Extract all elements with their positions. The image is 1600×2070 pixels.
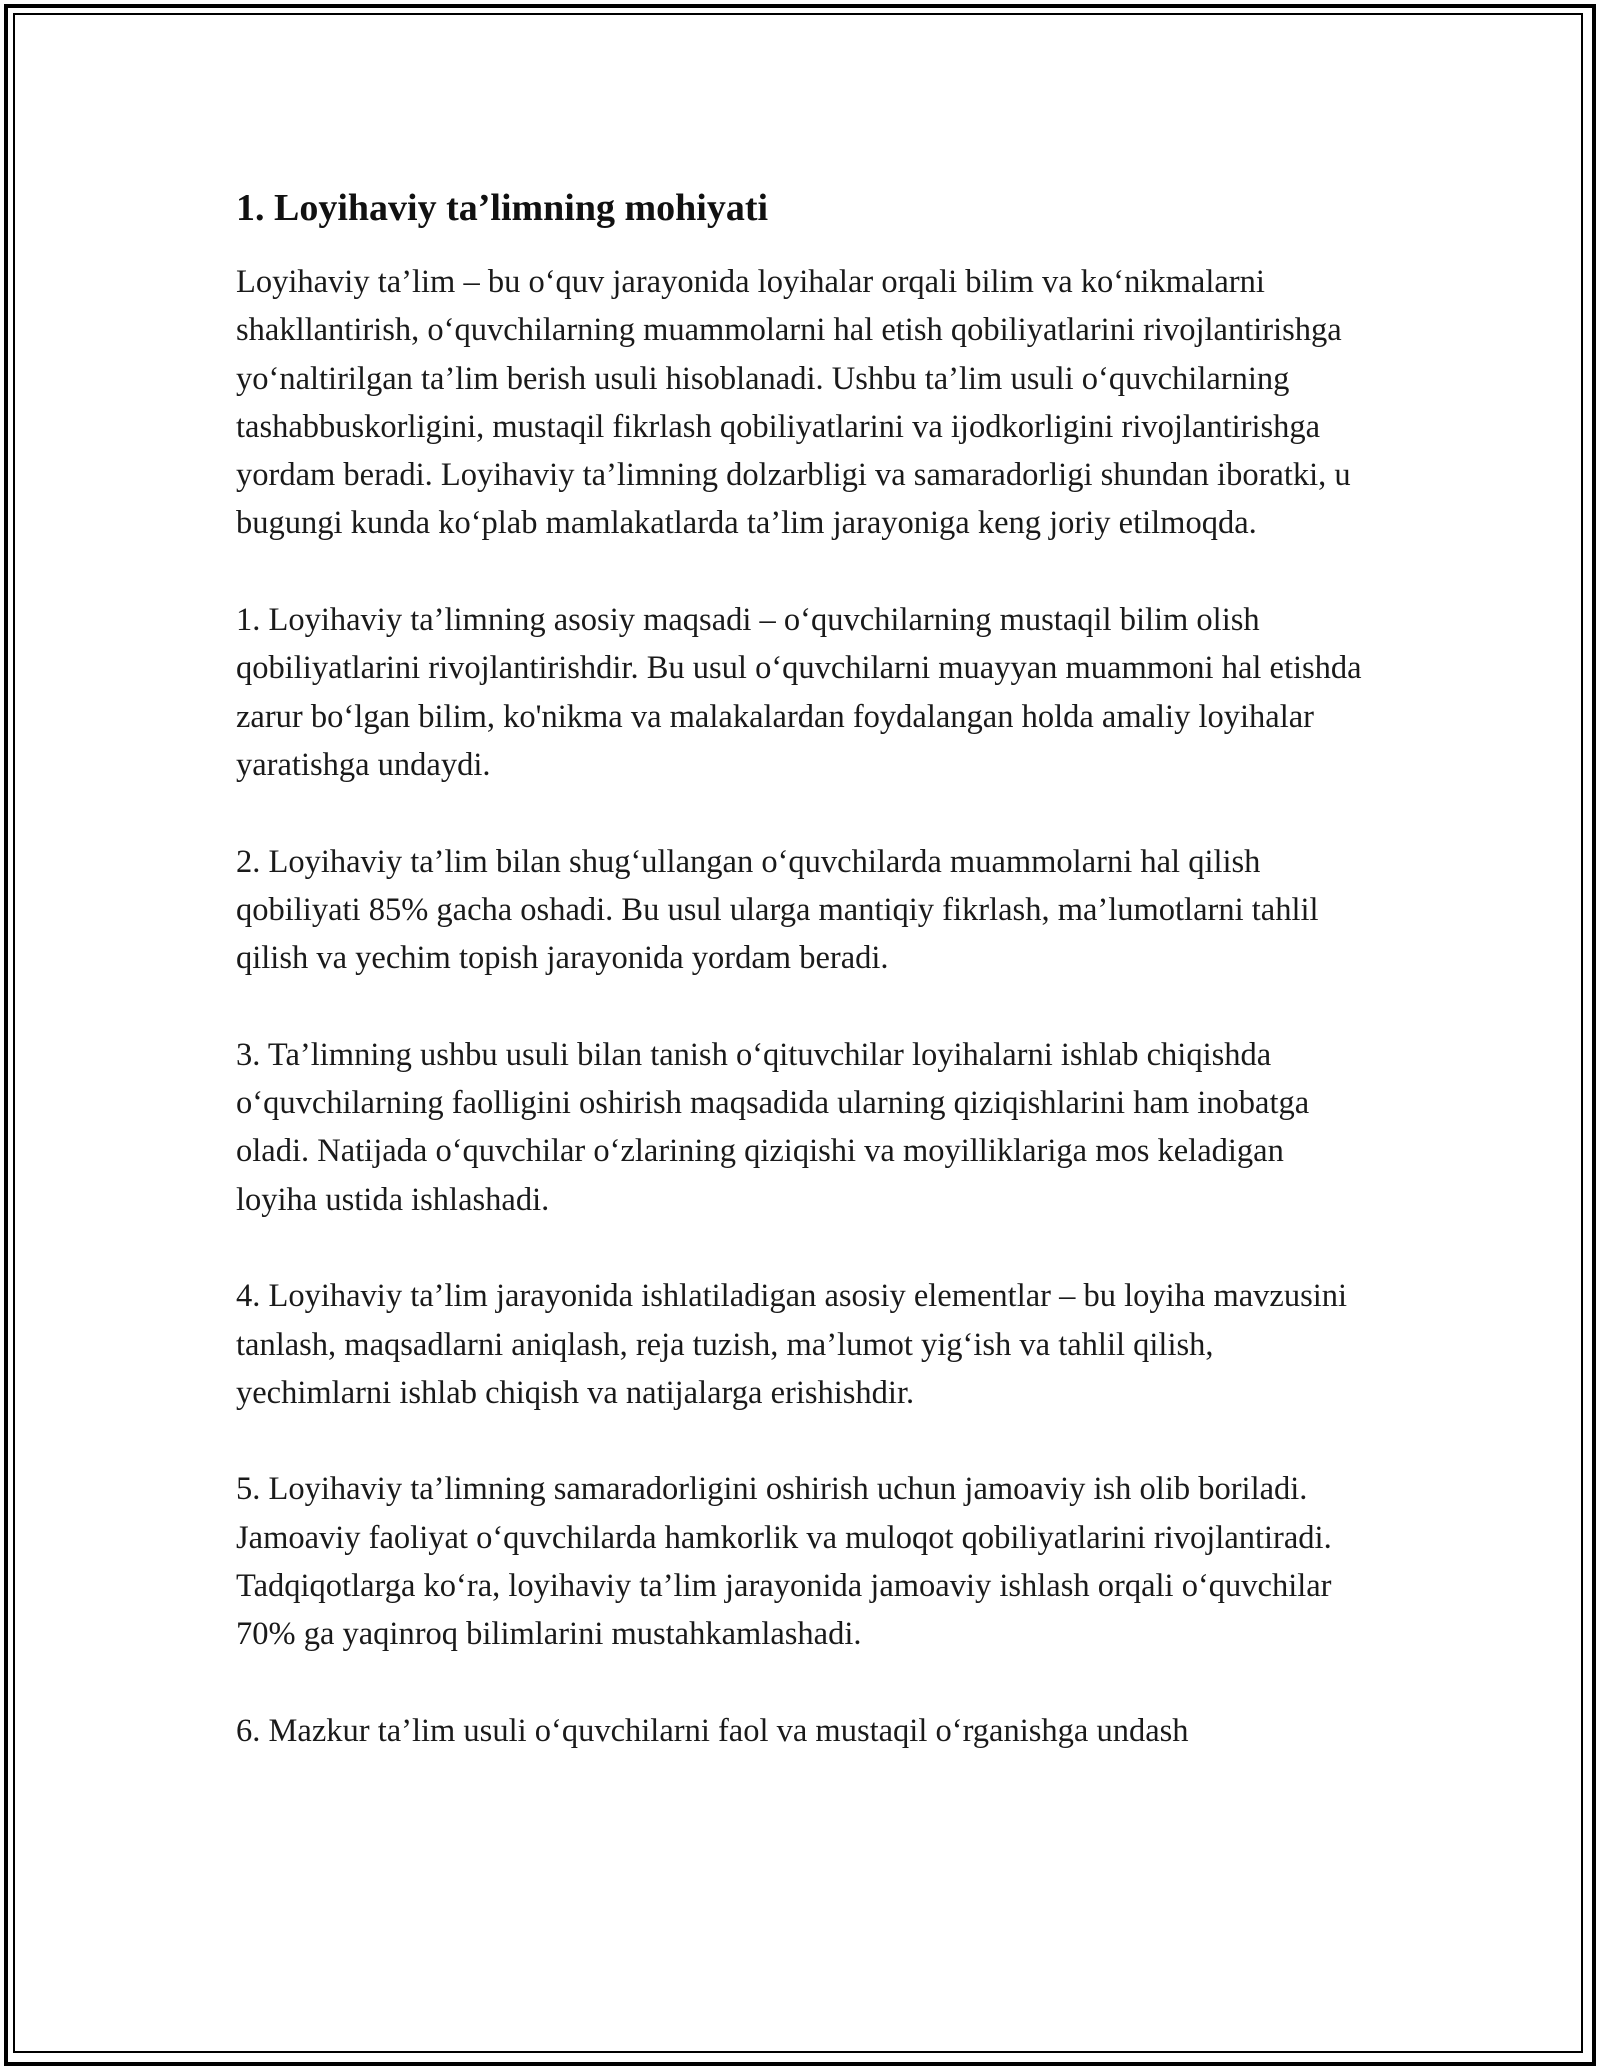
document-body xyxy=(236,184,1366,1804)
list-item-6: 6. Mazkur ta’lim usuli o‘quvchilarni faol va mustaqil o‘rganishga undash xyxy=(236,1712,1189,1749)
list-item-4: 4. Loyihaviy ta’lim jarayonida ishlatiladigan asosiy elementlar – bu loyiha mavzusini tanlash, maqsadlarni aniqlash, reja tuzish, ma’lumot yig‘ish va tahlil qilish, yechimlarni ishlab chiqish va natijalarga erishishdir. xyxy=(236,1278,1348,1411)
list-item-2: 2. Loyihaviy ta’lim bilan shug‘ullangan o‘quvchilarda muammolarni hal qilish qobiliyati 85% gacha oshadi. Bu usul ularga mantiqiy fikrlash, ma’lumotlarni tahlil qilish va yechim topish jarayonida yordam beradi. xyxy=(236,843,1319,977)
intro-paragraph: Loyihaviy ta’lim – bu o‘quv jarayonida loyihalar orqali bilim va ko‘nikmalarni shakllantirish, o‘quvchilarning muammolarni hal etish qobiliyatlarini rivojlantirishga yo‘naltirilgan ta’lim berish usuli hisoblanadi. Ushbu ta’lim usuli o‘quvchilarning tashabbuskorligini, mustaqil fikrlash qobiliyatlarini va ijodkorligini rivojlantirishga yordam beradi. Loyihaviy ta’limning dolzarbligi va samaradorligi shundan iboratki, u bugungi kunda ko‘plab mamlakatlarda ta’lim jarayoniga keng joriy etilmoqda. xyxy=(236,264,1351,542)
list-item-5: 5. Loyihaviy ta’limning samaradorligini oshirish uchun jamoaviy ish olib boriladi. Jamoaviy faoliyat o‘quvchilarda hamkorlik va muloqot qobiliyatlarini rivojlantiradi. Tadqiqotlarga ko‘ra, loyihaviy ta’lim jarayonida jamoaviy ishlash orqali o‘quvchilar 70% ga yaqinroq bilimlarini mustahkamlashadi. xyxy=(236,1471,1332,1653)
list-item-1: 1. Loyihaviy ta’limning asosiy maqsadi – o‘quvchilarning mustaqil bilim olish qobiliyatlarini rivojlantirishdir. Bu usul o‘quvchilarni muayyan muammoni hal etishda zarur bo‘lgan bilim, ko'nikma va malakalardan foydalangan holda amaliy loyihalar yaratishga undaydi. xyxy=(236,602,1362,783)
section-heading: 1. Loyihaviy ta’limning mohiyati xyxy=(236,187,769,229)
list-item-3: 3. Ta’limning ushbu usuli bilan tanish o‘qituvchilar loyihalarni ishlab chiqishda o‘quvchilarning faolligini oshirish maqsadida ularning qiziqishlarini ham inobatga oladi. Natijada o‘quvchilar o‘zlarining qiziqishi va moyilliklariga mos keladigan loyiha ustida ishlashadi. xyxy=(236,1036,1310,1218)
